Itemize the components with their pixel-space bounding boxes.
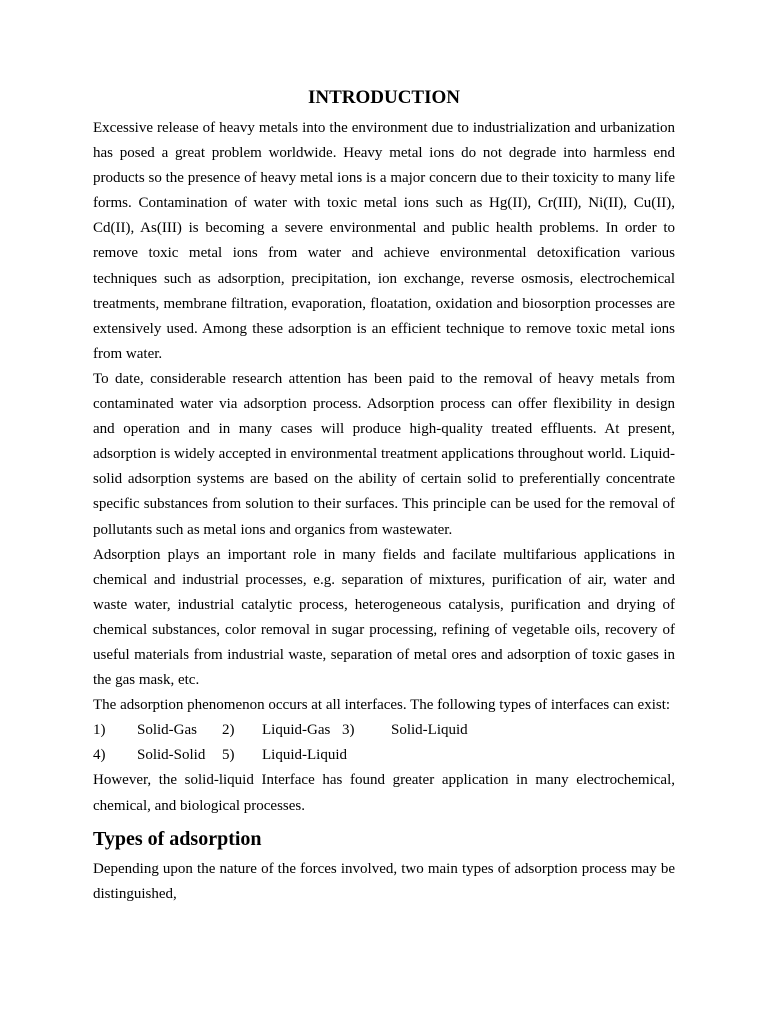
list-label: Liquid-Liquid bbox=[262, 747, 347, 764]
interfaces-list-row bbox=[93, 743, 675, 768]
list-number: 1) bbox=[93, 722, 106, 739]
list-number: 5) bbox=[222, 747, 235, 764]
interfaces-list-row bbox=[93, 718, 675, 743]
paragraph-types-intro: Depending upon the nature of the forces involved, two main types of adsorption process may be distinguished, bbox=[93, 860, 675, 902]
document-page bbox=[93, 84, 675, 907]
paragraph-adsorption-applications: Adsorption plays an important role in many fields and facilate multifarious applications in chemical and industrial processes, e.g. separation of mixtures, purification of air, water and waste water, industrial catalytic process, heterogeneous catalysis, purification and drying of chemical substances, color removal in sugar processing, refining of vegetable oils, recovery of useful materials from industrial waste, separation of metal ores and adsorption of toxic gases in the gas mask, etc. bbox=[93, 546, 675, 689]
list-label: Solid-Liquid bbox=[391, 722, 468, 739]
list-label: Solid-Solid bbox=[137, 747, 206, 764]
paragraph-research-attention: To date, considerable research attention has been paid to the removal of heavy metals from contaminated water via adsorption process. Adsorption process can offer flexibility in design and operation and in many cases will produce high-quality treated effluents. At present, adsorption is widely accepted in environmental treatment applications throughout world. Liquid-solid adsorption systems are based on the ability of certain solid to preferentially concentrate specific substances from solution to their surfaces. This principle can be used for the removal of pollutants such as metal ions and organics from wastewater. bbox=[93, 370, 675, 538]
paragraph-interfaces-intro: The adsorption phenomenon occurs at all interfaces. The following types of interfaces can exist: bbox=[93, 697, 671, 714]
page-title: INTRODUCTION bbox=[307, 87, 461, 108]
list-number: 3) bbox=[342, 722, 355, 739]
section-heading-types: Types of adsorption bbox=[93, 827, 262, 850]
list-label: Solid-Gas bbox=[137, 722, 197, 739]
list-number: 4) bbox=[93, 747, 106, 764]
list-number: 2) bbox=[222, 722, 235, 739]
paragraph-solid-liquid: However, the solid-liquid Interface has found greater application in many electrochemical, chemical, and biological processes. bbox=[93, 772, 675, 814]
list-label: Liquid-Gas bbox=[262, 722, 331, 739]
paragraph-heavy-metals: Excessive release of heavy metals into the environment due to industrialization and urbanization has posed a great problem worldwide. Heavy metal ions do not degrade into harmless end products so the presence of heavy metal ions is a major concern due to their toxicity to many life forms. Contamination of water with toxic metal ions such as Hg(II), Cr(III), Ni(II), Cu(II), Cd(II), As(III) is becoming a severe environmental and public health problems. In order to remove toxic metal ions from water and achieve environmental detoxification various techniques such as adsorption, precipitation, ion exchange, reverse osmosis, electrochemical treatments, membrane filtration, evaporation, floatation, oxidation and biosorption processes are extensively used. Among these adsorption is an efficient technique to remove toxic metal ions from water. bbox=[93, 120, 675, 362]
